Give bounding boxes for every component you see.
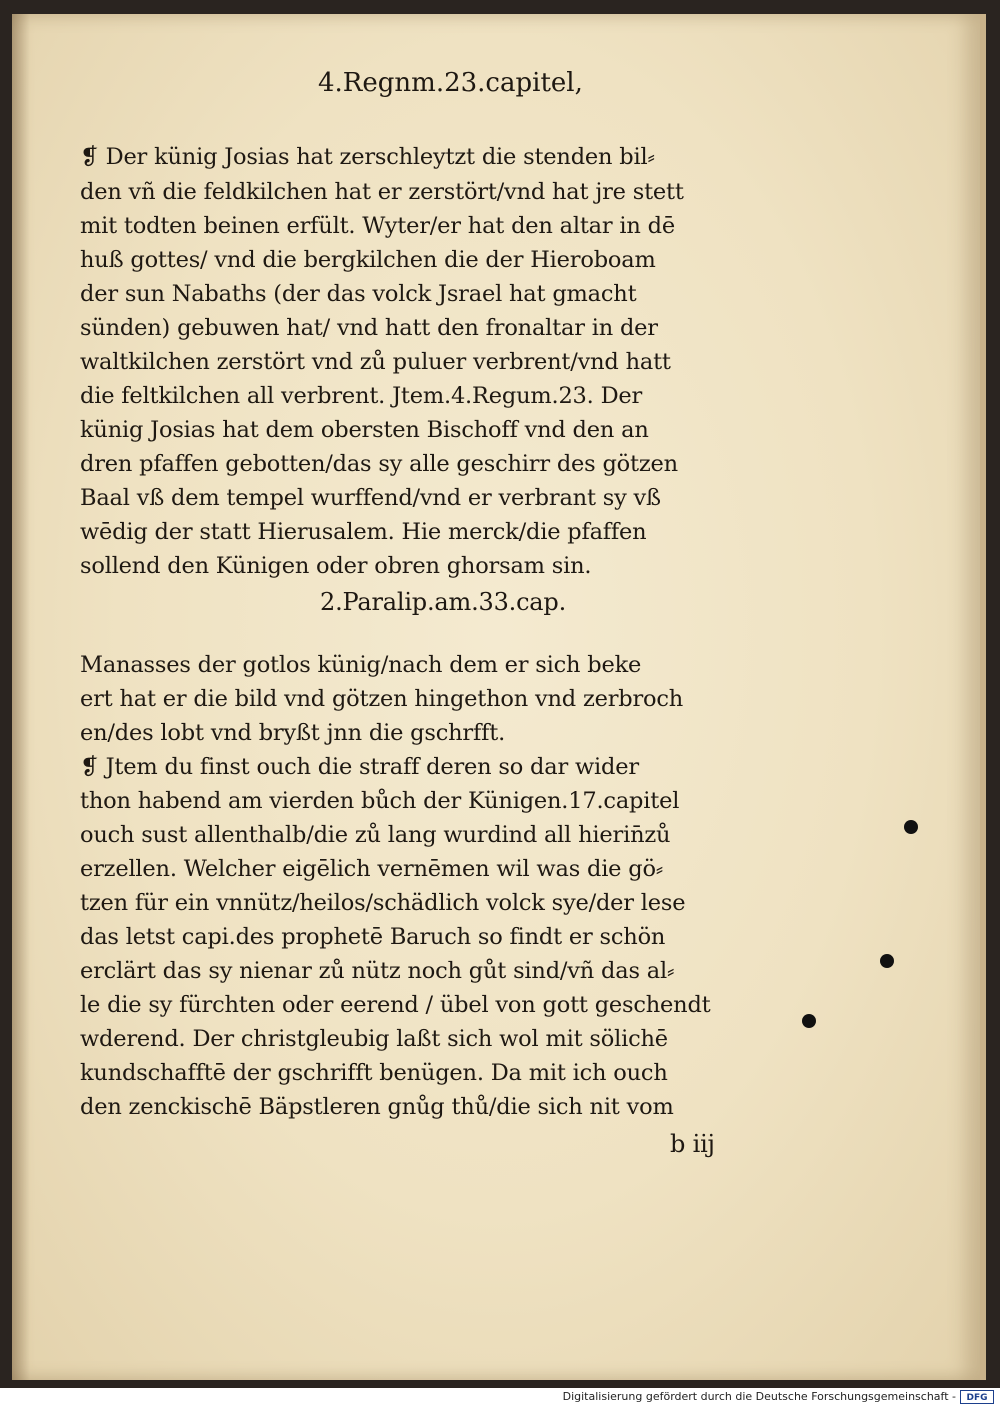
text-line: en/des lobt vnd bryßt jnn die gschrfft. [80,720,506,746]
funding-credit: Digitalisierung gefördert durch die Deutsche Forschungsgemeinschaft - [562,1390,956,1403]
dfg-logo: DFG [960,1390,994,1404]
margin-dot [880,954,894,968]
running-head: 4.Regnm.23.capitel, [318,68,583,98]
text-line: den zenckischē Bäpstleren gnůg thů/die sich nit vom [80,1094,674,1120]
text-line: sollend den Künigen oder obren ghorsam sin. [80,553,592,579]
footer-bar [0,1388,1000,1407]
text-line: der sun Nabaths (der das volck Jsrael hat gmacht [80,281,637,307]
text-line: wderend. Der christgleubig laßt sich wol mit sölichē [80,1026,668,1052]
text-line: das letst capi.des prophetē Baruch so findt er schön [80,924,666,950]
signature-mark: b iij [670,1130,715,1158]
text-line: die feltkilchen all verbrent. Jtem.4.Regum.23. Der [80,383,643,409]
text-line: Baal vß dem tempel wurffend/vnd er verbrant sy vß [80,485,661,511]
text-line: ert hat er die bild vnd götzen hingethon vnd zerbroch [80,686,684,712]
text-line: künig Josias hat dem obersten Bischoff vnd den an [80,417,649,443]
text-line: erclärt das sy nienar zů nütz noch gůt sind/vñ das al⸗ [80,958,675,984]
text-line: Manasses der gotlos künig/nach dem er sich beke [80,652,642,678]
text-line: le die sy fürchten oder eerend / übel von gott geschendt [80,992,711,1018]
text-line: thon habend am vierden bůch der Künigen.17.capitel [80,788,680,814]
text-line: ❡ Jtem du finst ouch die straff deren so dar wider [80,754,639,780]
text-line: ouch sust allenthalb/die zů lang wurdind all hierin̄zů [80,822,671,848]
margin-dot [802,1014,816,1028]
text-line: erzellen. Welcher eigēlich vernēmen wil was die gö⸗ [80,856,664,882]
spine-shadow [12,14,30,1380]
margin-dot [904,820,918,834]
text-line: tzen für ein vnnütz/heilos/schädlich volck sye/der lese [80,890,686,916]
text-line: huß gottes/ vnd die bergkilchen die der Hieroboam [80,247,656,273]
text-line: sünden) gebuwen hat/ vnd hatt den fronaltar in der [80,315,658,341]
text-line: mit todten beinen erfült. Wyter/er hat den altar in dē [80,213,675,239]
text-line: kundschafftē der gschrifft benügen. Da mit ich ouch [80,1060,668,1086]
text-line: ❡ Der künig Josias hat zerschleytzt die stenden bil⸗ [80,144,655,170]
text-line: dren pfaffen gebotten/das sy alle geschirr des götzen [80,451,678,477]
text-line: den vñ die feldkilchen hat er zerstört/vnd hat jre stett [80,179,684,205]
text-line: waltkilchen zerstört vnd zů puluer verbrent/vnd hatt [80,349,671,375]
chapter-heading: 2.Paralip.am.33.cap. [320,588,567,616]
text-line: wēdig der statt Hierusalem. Hie merck/die pfaffen [80,519,647,545]
